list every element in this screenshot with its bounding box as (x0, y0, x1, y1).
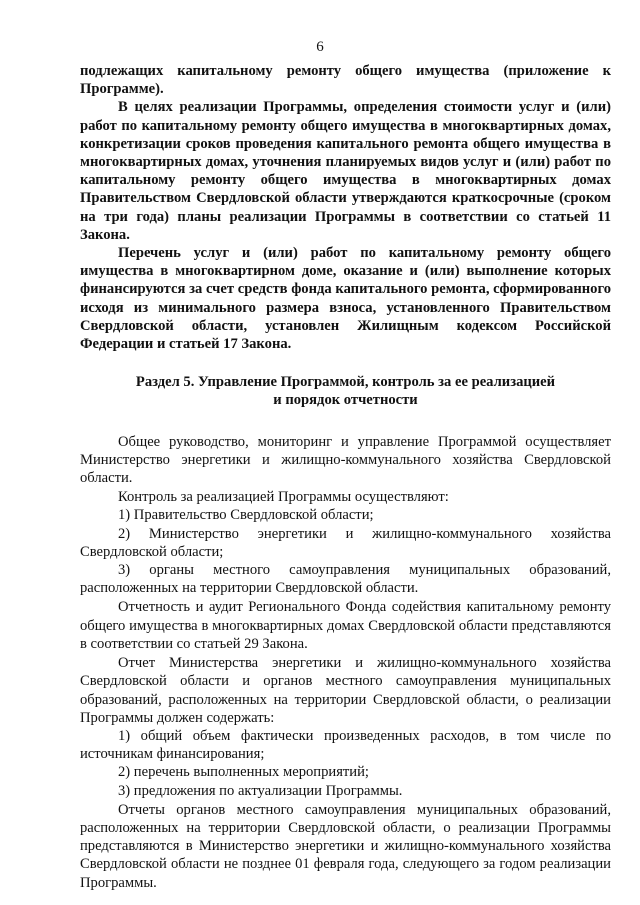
paragraph-implementation-plans: В целях реализации Программы, определения стоимости услуг и (или) работ по капитальному ремонту общего имущества в многоквартирных домах, конкретизации сроков проведения капитального ремонта общего имущества в многоквартирных домах, уточнения планируемых видов услуг и (или) работ по капитальному ремонту общего имущества в многоквартирных домах Правительством Свердловской области утверждаются краткосрочные (сроком на три года) планы реализации Программы в соответствии со статьей 11 Закона. (80, 99, 611, 243)
paragraph-services-list: Перечень услуг и (или) работ по капитальному ремонту общего имущества в многоквартирном доме, оказание и (или) выполнение которых финансируются за счет средств фонда капитального ремонта, сформированного исходя из минимального размера взноса, установленного Правительством Свердловской области, установлен Жилищным кодексом Российской Федерации и статьей 17 Закона. (80, 245, 611, 353)
section-heading (80, 373, 611, 409)
list-item-government: 1) Правительство Свердловской области; (118, 507, 374, 524)
section-heading-line-1: Раздел 5. Управление Программой, контроль за ее реализацией (135, 374, 556, 391)
paragraph-control-intro: Контроль за реализацией Программы осуществляют: (118, 489, 449, 506)
paragraph-reporting-audit: Отчетность и аудит Регионального Фонда содействия капитальному ремонту общего имущества в многоквартирных домах Свердловской области представляются в соответствии со статьей 29 Закона. (80, 599, 611, 652)
paragraph-continuation: подлежащих капитальному ремонту общего имущества (приложение к Программе). (80, 63, 611, 98)
document-body (80, 62, 611, 892)
list-item-proposals: 3) предложения по актуализации Программы. (118, 782, 403, 799)
paragraph-reports-deadline: Отчеты органов местного самоуправления муниципальных образований, расположенных на территории Свердловской области, о реализации Программы представляются в Министерство энергетики и жилищно-коммунального хозяйства Свердловской области не позднее 01 февраля года, следующего за годом реализации Программы. (80, 801, 611, 891)
list-item-activities: 2) перечень выполненных мероприятий; (118, 764, 369, 781)
list-item-local-authorities: 3) органы местного самоуправления муниципальных образований, расположенных на территории Свердловской области. (80, 562, 611, 597)
paragraph-general-management: Общее руководство, мониторинг и управление Программой осуществляет Министерство энергетики и жилищно-коммунального хозяйства Свердловской области. (80, 433, 611, 487)
list-item-ministry: 2) Министерство энергетики и жилищно-коммунального хозяйства Свердловской области; (80, 525, 611, 560)
paragraph-report-content: Отчет Министерства энергетики и жилищно-коммунального хозяйства Свердловской области и органов местного самоуправления муниципальных образований, расположенных на территории Свердловской области, о реализации Программы должен содержать: (80, 655, 611, 726)
page-number: 6 (316, 39, 324, 55)
list-item-expenses: 1) общий объем фактически произведенных расходов, в том числе по источникам финансирования; (80, 727, 611, 763)
section-heading-line-2: и порядок отчетности (273, 392, 418, 409)
